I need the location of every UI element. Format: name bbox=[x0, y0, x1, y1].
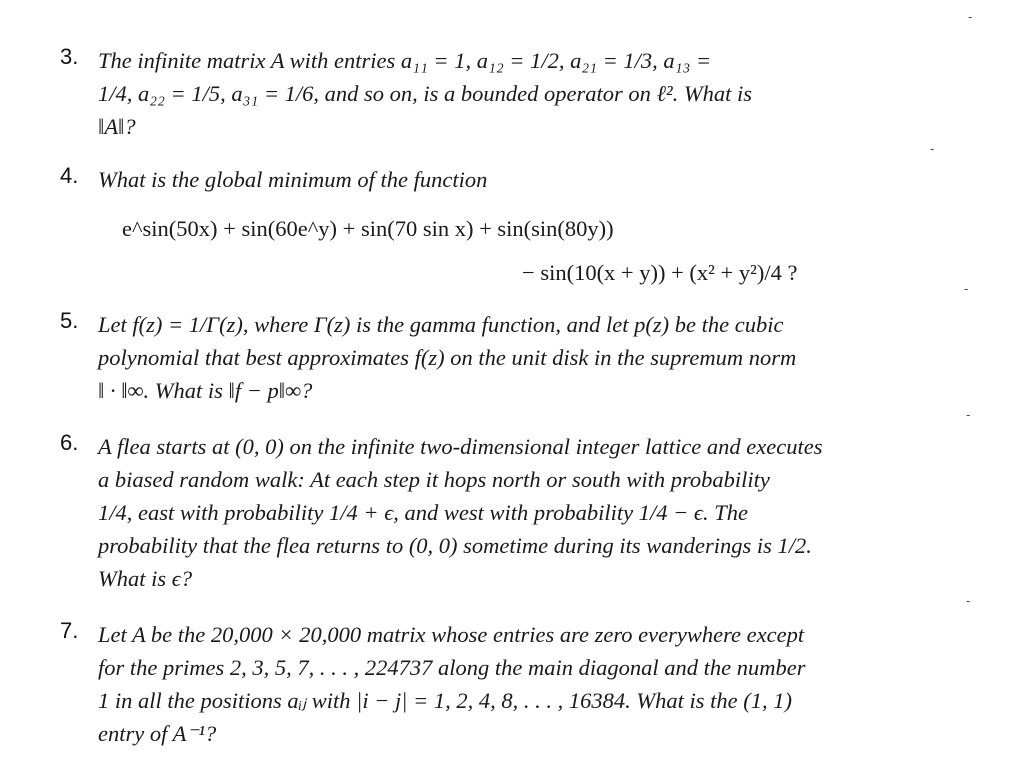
problem-number: 4. bbox=[60, 163, 79, 188]
text-line: ‖A‖? bbox=[98, 114, 136, 139]
margin-tick: - bbox=[966, 594, 971, 608]
text-line: probability that the flea returns to (0, 0) sometime during its wanderings is 1/2. bbox=[98, 533, 812, 558]
problem-text bbox=[98, 308, 958, 407]
equation-line-2: − sin(10(x + y)) + (x² + y²)/4 ? bbox=[522, 260, 798, 285]
problem-number: 7. bbox=[60, 618, 79, 643]
text-line: 1 in all the positions aᵢⱼ with |i − j| = 1, 2, 4, 8, . . . , 16384. What is the (1, 1) bbox=[98, 688, 792, 713]
margin-tick: - bbox=[964, 282, 969, 296]
text-line: ‖ · ‖∞. What is ‖f − p‖∞? bbox=[98, 378, 313, 403]
problem-number: 5. bbox=[60, 308, 79, 333]
margin-tick: - bbox=[930, 142, 935, 156]
text-line: What is ϵ? bbox=[98, 566, 193, 591]
text-line: Let f(z) = 1/Γ(z), where Γ(z) is the gamma function, and let p(z) be the cubic bbox=[98, 312, 784, 337]
text-line: Let A be the 20,000 × 20,000 matrix whose entries are zero everywhere except bbox=[98, 622, 805, 647]
problem-text bbox=[98, 44, 958, 143]
text-line: entry of A⁻¹? bbox=[98, 721, 217, 746]
text-line: a biased random walk: At each step it hops north or south with probability bbox=[98, 467, 770, 492]
equation-line-1: e^sin(50x) + sin(60e^y) + sin(70 sin x) + sin(sin(80y)) bbox=[122, 216, 614, 241]
margin-tick: - bbox=[968, 10, 973, 24]
text-line: 1/4, a₂₂ = 1/5, a₃₁ = 1/6, and so on, is a bounded operator on ℓ². What is bbox=[98, 81, 753, 106]
problem-text bbox=[98, 618, 958, 750]
text-line: for the primes 2, 3, 5, 7, . . . , 224737 along the main diagonal and the number bbox=[98, 655, 806, 680]
text-line: polynomial that best approximates f(z) on the unit disk in the supremum norm bbox=[98, 345, 797, 370]
problem-number: 3. bbox=[60, 44, 79, 69]
text-line: A flea starts at (0, 0) on the infinite two-dimensional integer lattice and executes bbox=[98, 434, 823, 459]
problem-text bbox=[98, 430, 958, 595]
margin-tick: - bbox=[966, 408, 971, 422]
text-line: What is the global minimum of the function bbox=[98, 167, 488, 192]
text-line: The infinite matrix A with entries a₁₁ = 1, a₁₂ = 1/2, a₂₁ = 1/3, a₁₃ = bbox=[98, 48, 712, 73]
problem-number: 6. bbox=[60, 430, 79, 455]
problem-text bbox=[98, 163, 958, 196]
text-line: 1/4, east with probability 1/4 + ϵ, and west with probability 1/4 − ϵ. The bbox=[98, 500, 748, 525]
